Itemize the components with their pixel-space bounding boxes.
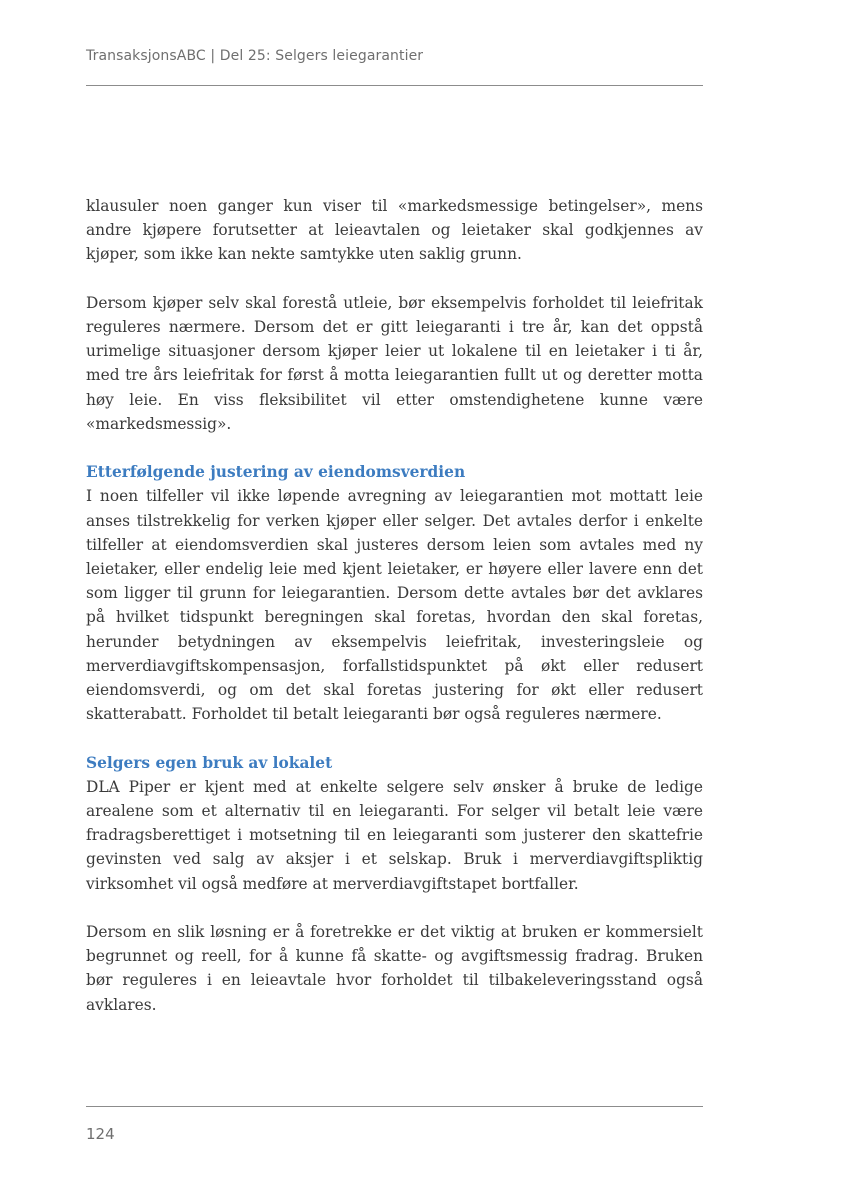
body-paragraph: Dersom kjøper selv skal forestå utleie, bør eksempelvis forholdet til leiefritak reguleres nærmere. Dersom det er gitt leiegaranti i tre år, kan det oppstå urimelige situasjoner dersom kjøper leier ut lokalene til en leietaker i ti år, med tre års leiefritak for først å motta leiegarantien fullt ut og deretter motta høy leie. En viss fleksibilitet vil etter omstendighetene kunne være «markedsmessig». <box>86 293 703 433</box>
body-paragraph: I noen tilfeller vil ikke løpende avregning av leiegarantien mot mottatt leie anses tilstrekkelig for verken kjøper eller selger. Det avtales derfor i enkelte tilfeller at eiendomsverdien skal justeres dersom leien som avtales med ny leietaker, eller endelig leie med kjent leietaker, er høyere eller lavere enn det som ligger til grunn for leiegarantien. Dersom dette avtales bør det avklares på hvilket tidspunkt beregningen skal foretas, hvordan den skal foretas, herunder betydningen av eksempelvis leiefritak, investeringsleie og merverdiavgiftskompensasjon, forfallstidspunktet på økt eller redusert eiendomsverdi, og om det skal foretas justering for økt eller redusert skatterabatt. Forholdet til betalt leiegaranti bør også reguleres nærmere. <box>86 487 703 724</box>
footer-divider <box>86 1106 703 1107</box>
body-paragraph: Dersom en slik løsning er å foretrekke er det viktig at bruken er kommersielt begrunnet og reell, for å kunne få skatte- og avgiftsmessig fradrag. Bruken bør reguleres i en leieavtale hvor forholdet til tilbakeleveringsstand også avklares. <box>86 923 703 1014</box>
section-heading-egen-bruk: Selgers egen bruk av lokalet <box>86 753 333 772</box>
page-body <box>86 194 703 1041</box>
page-number: 124 <box>86 1125 115 1143</box>
header-divider <box>86 85 703 86</box>
body-paragraph: DLA Piper er kjent med at enkelte selgere selv ønsker å bruke de ledige arealene som et alternativ til en leiegaranti. For selger vil betalt leie være fradragsberettiget i motsetning til en leiegaranti som justerer den skattefrie gevinsten ved salg av aksjer i et selskap. Bruk i merverdiavgiftspliktig virksomhet vil også medføre at merverdiavgiftstapet bortfaller. <box>86 777 703 893</box>
body-paragraph: klausuler noen ganger kun viser til «markedsmessige betingelser», mens andre kjøpere forutsetter at leieavtalen og leietaker skal godkjennes av kjøper, som ikke kan nekte samtykke uten saklig grunn. <box>86 197 703 264</box>
section-heading-eiendomsverdi: Etterfølgende justering av eiendomsverdien <box>86 463 466 482</box>
running-header: TransaksjonsABC | Del 25: Selgers leiegarantier <box>86 48 424 64</box>
